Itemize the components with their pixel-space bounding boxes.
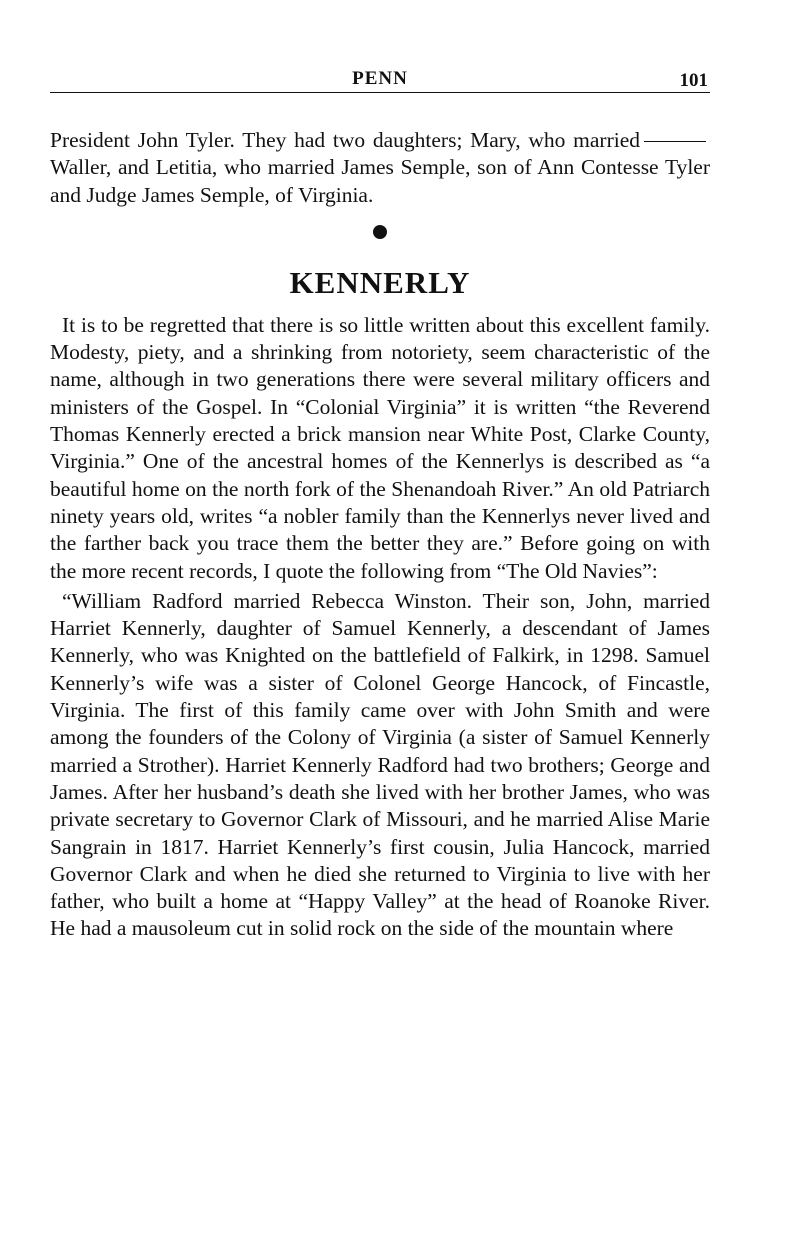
page-number: 101	[679, 70, 708, 91]
intro-paragraph	[50, 127, 710, 209]
body-paragraph: It is to be regretted that there is so little written about this excellent family. Modesty, piety, and a shrinking from notoriety, seem characteristic of the name, although in two generations there were several military officers and ministers of the Gospel. In “Colonial Virginia” it is written “the Reverend Thomas Kennerly erected a brick mansion near White Post, Clarke County, Virginia.” One of the ancestral homes of the Kennerlys is described as “a beautiful home on the north fork of the Shenandoah River.” An old Patriarch ninety years old, writes “a nobler family than the Kennerlys never lived and the farther back you trace them the better they are.” Before going on with the more recent records, I quote the following from “The Old Navies”:	[50, 312, 710, 583]
section-divider	[50, 217, 710, 247]
section-heading: KENNERLY	[289, 264, 471, 300]
quoted-paragraph: “William Radford married Rebecca Winston. Their son, John, married Harriet Kennerly, daughter of Samuel Kennerly, a descendant of James Kennerly, who was Knighted on the battlefield of Falkirk, in 1298. Samuel Kennerly’s wife was a sister of Colonel George Hancock, of Fincastle, Virginia. The first of this family came over with John Smith and were among the founders of the Colony of Virginia (a sister of Samuel Kennerly married a Strother). Harriet Kennerly Radford had two brothers; George and James. After her husband’s death she lived with her brother James, who was private secretary to Governor Clark of Missouri, and he married Alise Marie Sangrain in 1817. Harriet Kennerly’s first cousin, Julia Hancock, married Governor Clark and when he died she returned to Virginia to live with her father, who built a home at “Happy Valley” at the head of Roanoke River. He had a mausoleum cut in solid rock on the side of the mountain where	[50, 588, 710, 941]
running-header	[50, 66, 710, 93]
name-blank-line	[644, 141, 706, 142]
running-title: PENN	[352, 68, 408, 89]
book-page	[50, 66, 710, 943]
intro-text-before-blank: President John Tyler. They had two daughters; Mary, who married	[50, 128, 640, 152]
intro-text-after-blank: Waller, and Letitia, who married James Semple, son of Ann Contesse Tyler and Judge James Semple, of Virginia.	[50, 155, 710, 207]
bullet-ornament-icon	[373, 225, 387, 239]
